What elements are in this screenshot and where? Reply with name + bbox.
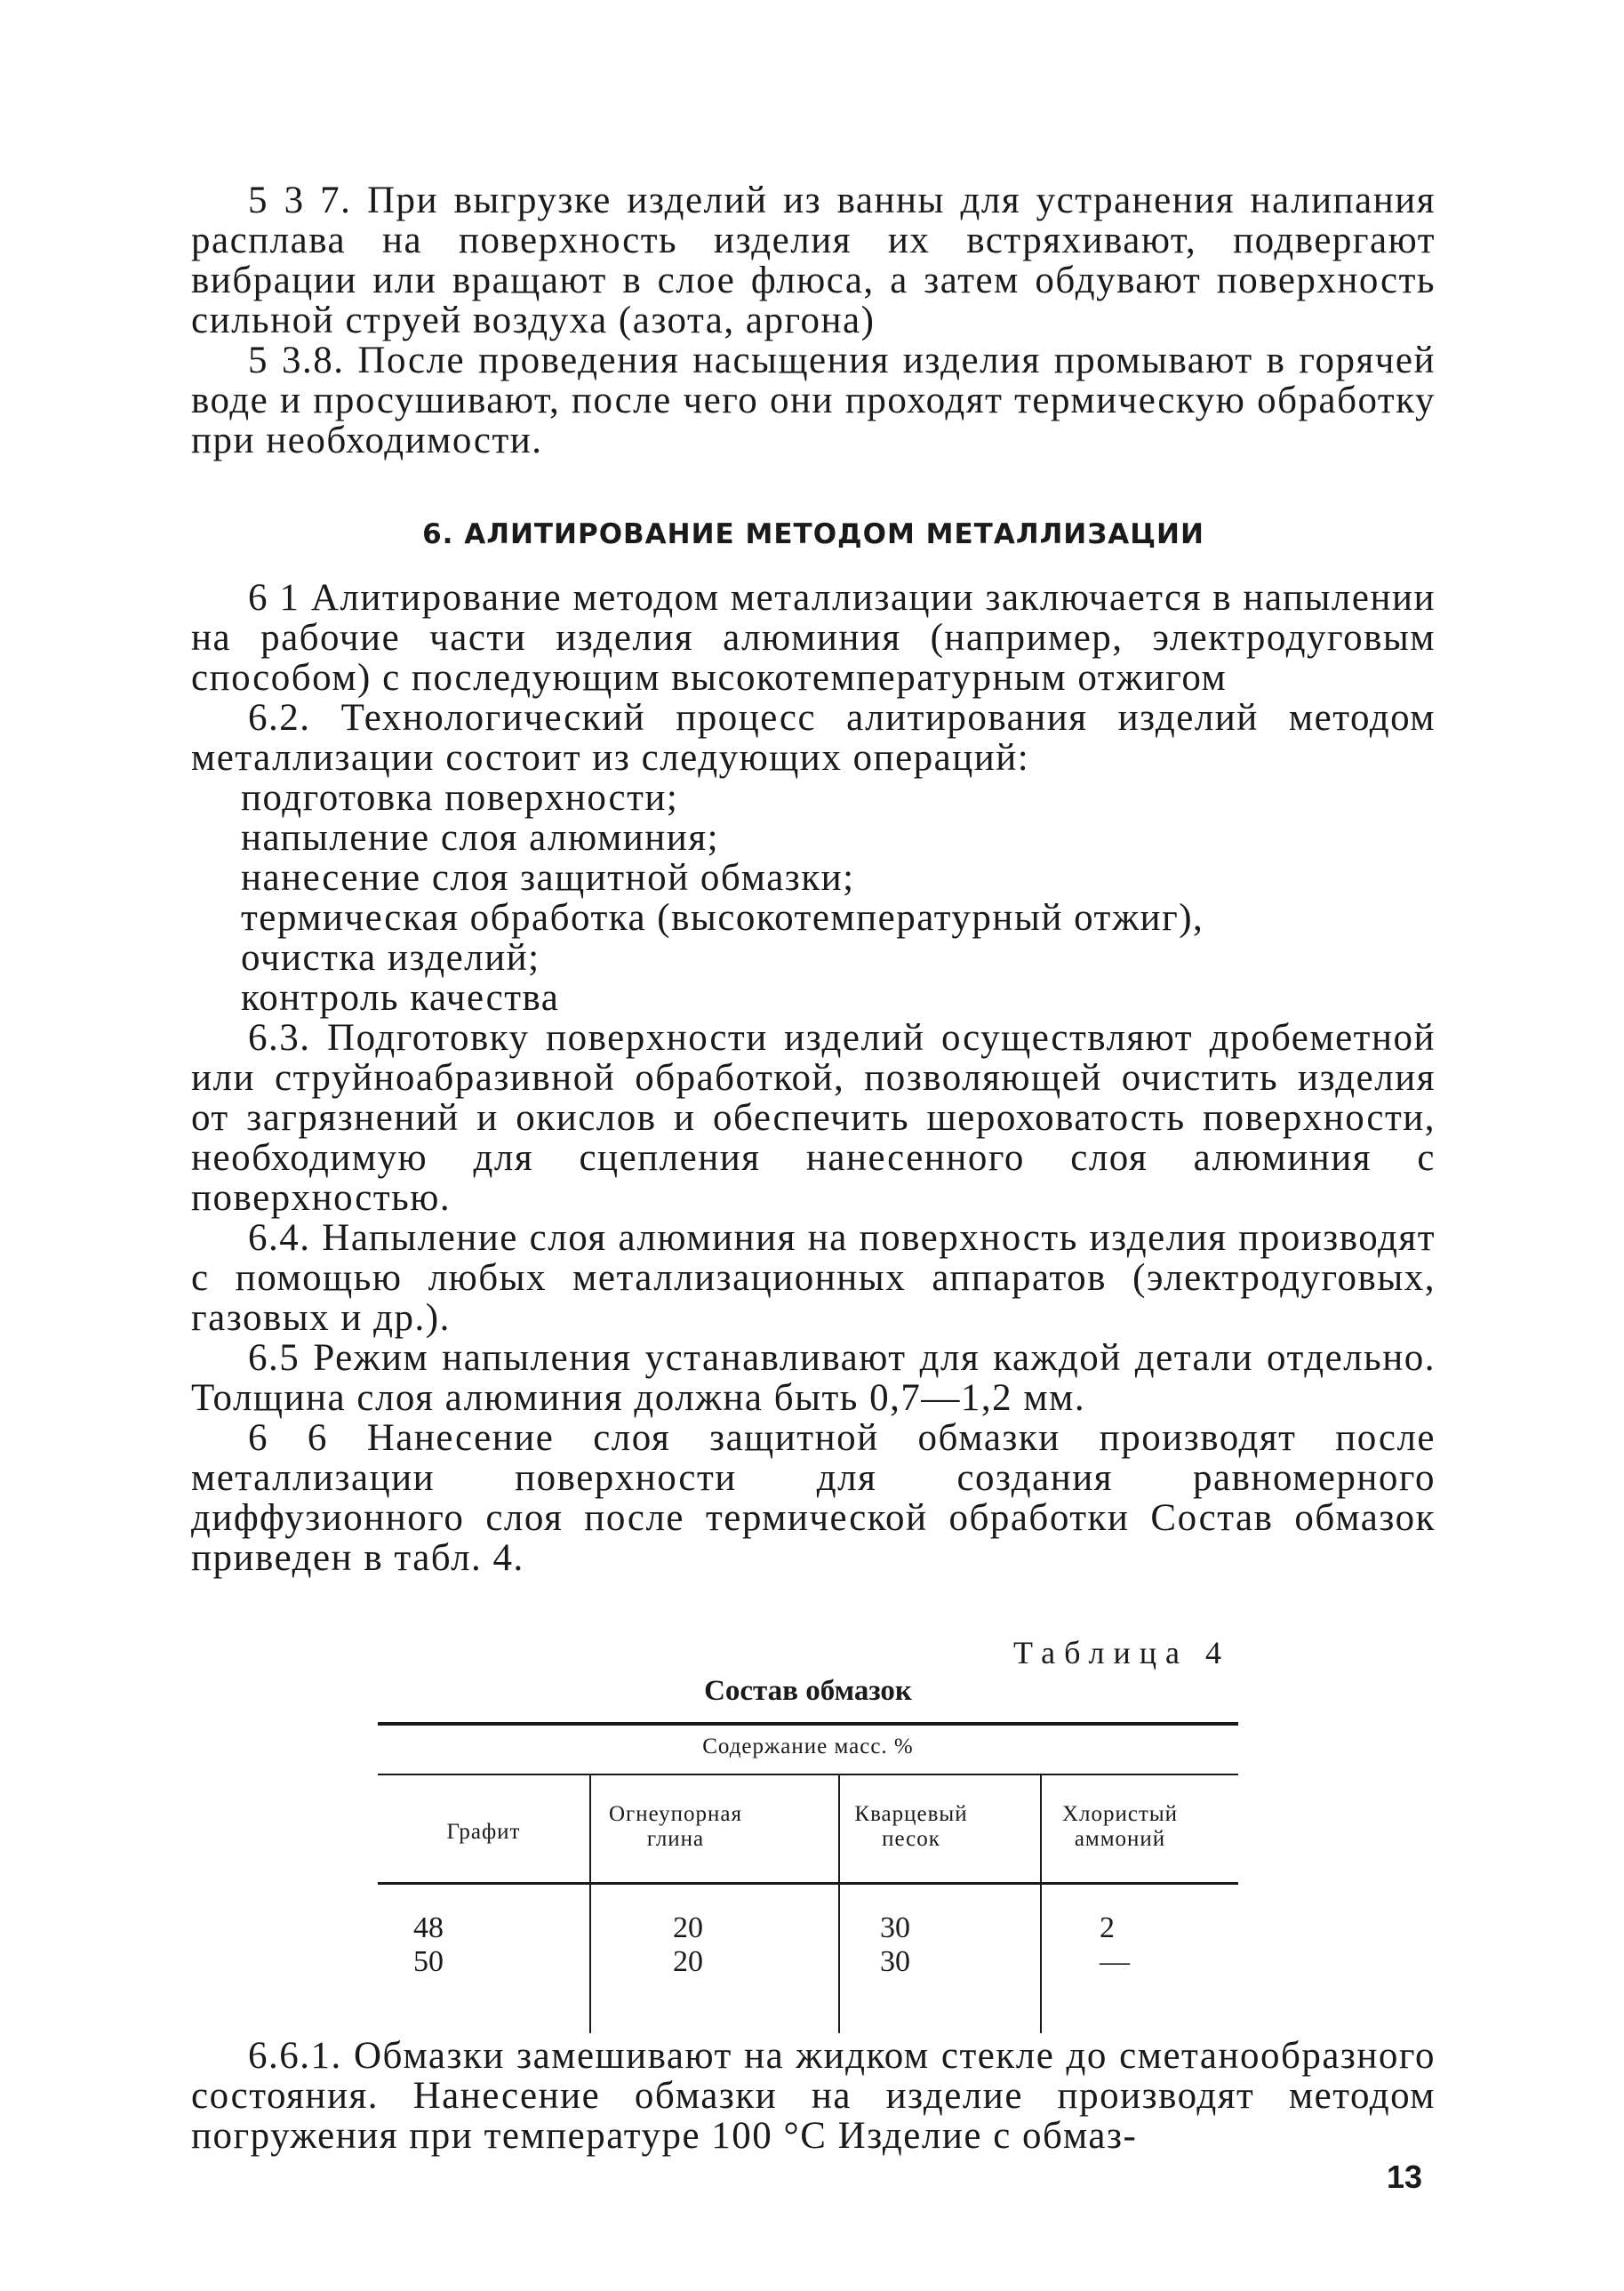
paragraph-6-6: 6 6 Нанесение слоя защитной обмазки производят после металлизации поверхности для создания равномерного диффузионного слоя после термической обработки Состав обмазок приведен в табл. 4. (191, 1417, 1436, 1579)
paragraph-6-6-1: 6.6.1. Обмазки замешивают на жидком стекле до сметанообразного состояния. Нанесение обмазки на изделие производят методом погружения при температуре 100 °С Изделие с обмаз- (191, 2035, 1436, 2157)
table-group-rule (378, 1774, 1238, 1775)
table-column-divider (589, 1775, 591, 2033)
table-cell: 30 (880, 1911, 910, 1944)
paragraph-6-3: 6.3. Подготовку поверхности изделий осуществляют дробеметной или струйноабразивной обработкой, позволяющей очистить изделия от загрязнений и окислов и обеспечить шероховатость поверхности, необходимую для сцепления нанесенного слоя алюминия с поверхностью. (191, 1017, 1436, 1219)
table-column-header: Кварцевый песок (854, 1802, 968, 1851)
paragraph-5-3-7: 5 3 7. При выгрузке изделий из ванны для устранения налипания расплава на поверхность изделия их встряхивают, подвергают вибрации или вращают в слое флюса, а затем обдувают поверхность сильной струей воздуха (азота, аргона) (191, 180, 1436, 341)
table-label: Таблица 4 (1013, 1635, 1230, 1670)
paragraph-6-4: 6.4. Напыление слоя алюминия на поверхность изделия производят с помощью любых металлизационных аппаратов (электродуговых, газовых и др.). (191, 1217, 1436, 1339)
section-heading: 6. АЛИТИРОВАНИЕ МЕТОДОМ МЕТАЛЛИЗАЦИИ (422, 518, 1204, 550)
paragraph-6-1: 6 1 Алитирование методом металлизации заключается в напылении на рабочие части изделия алюминия (например, электродуговым способом) с последующим высокотемпературным отжигом (191, 577, 1436, 699)
table-column-header: Огнеупорная глина (608, 1802, 742, 1851)
table-column-divider (838, 1775, 840, 2033)
table-column-divider (1040, 1775, 1042, 2033)
table-cell: 50 (413, 1945, 444, 1978)
operation-item: напыление слоя алюминия; (241, 817, 720, 859)
operation-item: термическая обработка (высокотемпературный отжиг), (241, 897, 1204, 939)
bottom-text-block (191, 2036, 1436, 2156)
page-number: 13 (1387, 2159, 1423, 2195)
table-column-header: Графит (446, 1820, 521, 1844)
operation-item: нанесение слоя защитной обмазки; (241, 857, 855, 899)
table-cell: 30 (880, 1945, 910, 1978)
table-top-rule (378, 1722, 1238, 1726)
table-title: Состав обмазок (704, 1675, 912, 1707)
table-cell: 2 (1100, 1911, 1115, 1944)
table-header-rule (378, 1882, 1238, 1885)
paragraph-6-2: 6.2. Технологический процесс алитирования изделий методом металлизации состоит из следующих операций: (191, 697, 1436, 779)
section-text-block (191, 578, 1436, 1578)
top-text-block (191, 180, 1436, 461)
operation-item: контроль качества (241, 977, 560, 1019)
paragraph-5-3-8: 5 3.8. После проведения насыщения изделия промывают в горячей воде и просушивают, после чего они проходят термическую обработку при необходимости. (191, 340, 1436, 461)
operation-item: очистка изделий; (241, 937, 540, 979)
table-cell: 20 (673, 1911, 703, 1944)
paragraph-6-5: 6.5 Режим напыления устанавливают для каждой детали отдельно. Толщина слоя алюминия должна быть 0,7—1,2 мм. (191, 1337, 1436, 1419)
table-cell: — (1100, 1945, 1130, 1978)
table-column-header: Хлористый аммоний (1061, 1802, 1179, 1851)
table-cell: 48 (413, 1911, 444, 1944)
table-cell: 20 (673, 1945, 703, 1978)
operation-item: подготовка поверхности; (241, 777, 679, 819)
table-group-header: Содержание масс. % (702, 1734, 914, 1758)
